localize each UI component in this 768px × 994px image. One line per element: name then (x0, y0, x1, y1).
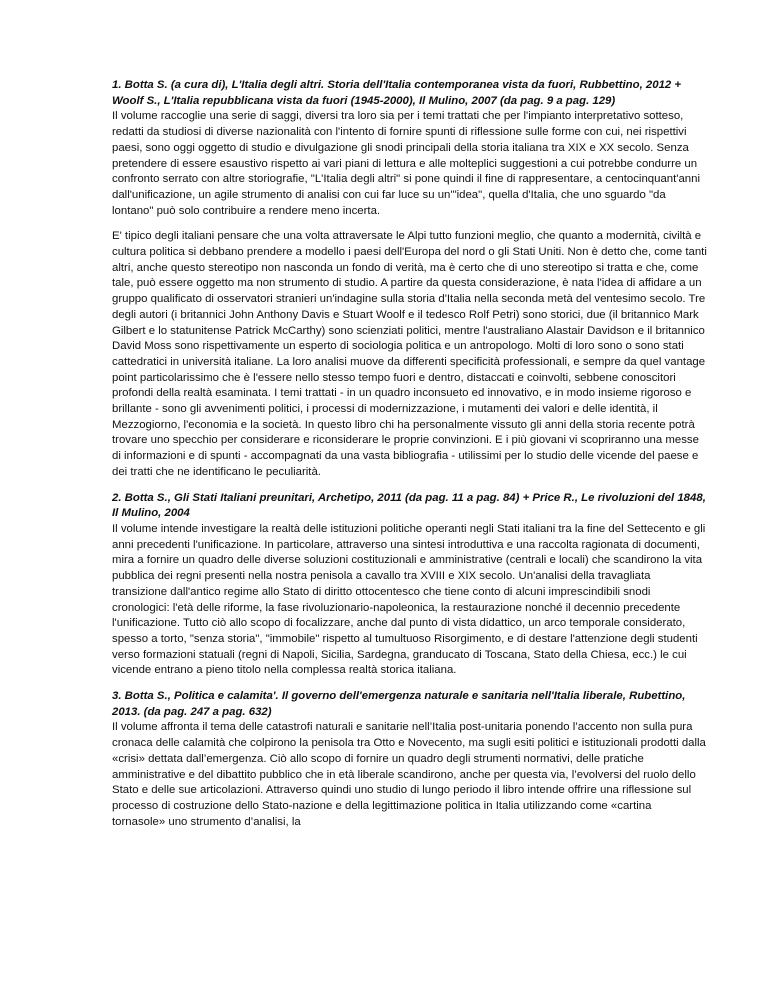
entry-paragraph: E' tipico degli italiani pensare che una volta attraversate le Alpi tutto funzioni meglio, che quanto a modernità, civiltà e cultura politica si debbano prendere a modello i paesi dell'Europa del nord o gli Stati Uniti. Non è detto che, come tanti altri, anche questo stereotipo non nasconda un fondo di verità, ma è certo che di uno stereotipo si tratta e che, come tale, può essere oggetto ma non strumento di studio. A partire da questa considerazione, è nata l'idea di affidare a un gruppo qualificato di osservatori stranieri un'indagine sulla storia d'Italia nella seconda metà del ventesimo secolo. Tre degli autori (i britannici John Anthony Davis e Stuart Woolf e il tedesco Rolf Petri) sono storici, due (il britannico Mark Gilbert e lo statunitense Patrick McCarthy) sono scienziati politici, mentre l'australiano Alastair Davidson e il britannico David Moss sono rispettivamente un esperto di sociologia politica e un antropologo. Molti di loro sono o sono stati cattedratici in università italiane. La loro analisi muove da differenti specificità professionali, e sempre da quel vantage point particolarissimo che è l'essere nello stesso tempo fuori e dentro, distaccati e coinvolti, sebbene conoscitori profondi della realtà esaminata. I temi trattati - in un quadro inconsueto ed innovativo, e in modo insieme rigoroso e brillante - sono gli avvenimenti politici, i processi di modernizzazione, i mutamenti dei valori e delle identità, il Mezzogiorno, l'economia e la società. In questo libro chi ha personalmente vissuto gli anni della storia recente potrà trovare uno specchio per considerare e riconsiderare le proprie convinzioni. E i più giovani vi scopriranno una messe di informazioni e di spunti - accompagnati da una vasta bibliografia - utilissimi per lo studio delle vicende del paese e dei tratti che ne identificano le peculiarità. (112, 230, 707, 478)
entry-title: 2. Botta S., Gli Stati Italiani preunitari, Archetipo, 2011 (da pag. 11 a pag. 84) + Price R., Le rivoluzioni del 1848, Il Mulino, 2004 (112, 491, 706, 520)
entry-paragraph: Il volume intende investigare la realtà delle istituzioni politiche operanti negli Stati italiani tra la fine del Settecento e gli anni precedenti l'unificazione. In particolare, attraverso una sintesi introduttiva e una raccolta ragionata di documenti, mira a fornire un quadro delle diverse soluzioni costituzionali e amministrative (centrali e locali) che scandirono la vita pubblica dei regni presenti nella nostra penisola a cavallo tra XVIII e XIX secolo. Un'analisi della travagliata transizione dall'antico regime allo Stato di diritto ottocentesco che tiene conto di alcuni imprescindibili snodi cronologici: l'età delle riforme, la fase rivoluzionario-napoleonica, la restaurazione nonché il decennio precedente l'unificazione. Tutto ciò allo scopo di focalizzare, anche dal punto di vista didattico, un arco temporale considerato, spesso a torto, "senza storia", "immobile" rispetto al tumultuoso Risorgimento, e di destare l'attenzione degli studenti verso formazioni statuali (regni di Napoli, Sicilia, Sardegna, granducato di Toscana, Stato della Chiesa, ecc.) le cui vicende entrano a pieno titolo nella complessa realtà storica italiana. (112, 522, 706, 677)
bibliography-entry-1 (112, 78, 707, 481)
bibliography-entry-3 (112, 689, 707, 830)
entry-paragraph: Il volume raccoglie una serie di saggi, diversi tra loro sia per i temi trattati che per l'impianto interpretativo sotteso, redatti da studiosi di diverse nazionalità con l'intento di fornire spunti di riflessione sulle forme con cui, nei rispettivi paesi, sono oggi oggetto di studio e divulgazione gli snodi principali della storia italiana tra XIX e XX secolo. Senza pretendere di essere esaustivo rispetto ai vari piani di lettura e alle molteplici suggestioni a cui potrebbe condurre un confronto serrato con altre storiografie, "L'Italia degli altri" si pone quindi il fine di rappresentare, a centocinquant'anni dall'unificazione, un agile strumento di analisi con cui far luce su un'"idea", quella d'Italia, che uno sguardo "da lontano" può solo contribuire a rendere meno incerta. (112, 110, 701, 217)
entry-title: 1. Botta S. (a cura di), L'Italia degli altri. Storia dell'Italia contemporanea vista da fuori, Rubbettino, 2012 + Woolf S., L'Italia repubblicana vista da fuori (1945-2000), Il Mulino, 2007 (da pag. 9 a pag. 129) (112, 79, 682, 107)
entry-paragraph: Il volume affronta il tema delle catastrofi naturali e sanitarie nell’Italia post-unitaria ponendo l’accento non sulla pura cronaca delle calamità che colpirono la penisola tra Otto e Novecento, ma sugli esiti politici e istituzionali prodotti dalla «crisi» dettata dall’emergenza. Ciò allo scopo di fornire un quadro degli strumenti normativi, delle pratiche amministrative e del dibattito pubblico che in età liberale scandirono, anche per questa via, l’evolversi del ruolo dello Stato e delle sue articolazioni. Attraverso quindi uno studio di lungo periodo il libro intende offrire una riflessione sul processo di costruzione dello Stato-nazione e della legittimazione politica in Italia utilizzando come «cartina tornasole» uno strumento d’analisi, la (112, 721, 706, 828)
document-page (112, 78, 707, 840)
bibliography-entry-2 (112, 491, 707, 679)
entry-title: 3. Botta S., Politica e calamita'. Il governo dell'emergenza naturale e sanitaria nell'Italia liberale, Rubettino, 2013. (da pag. 247 a pag. 632) (112, 690, 686, 718)
